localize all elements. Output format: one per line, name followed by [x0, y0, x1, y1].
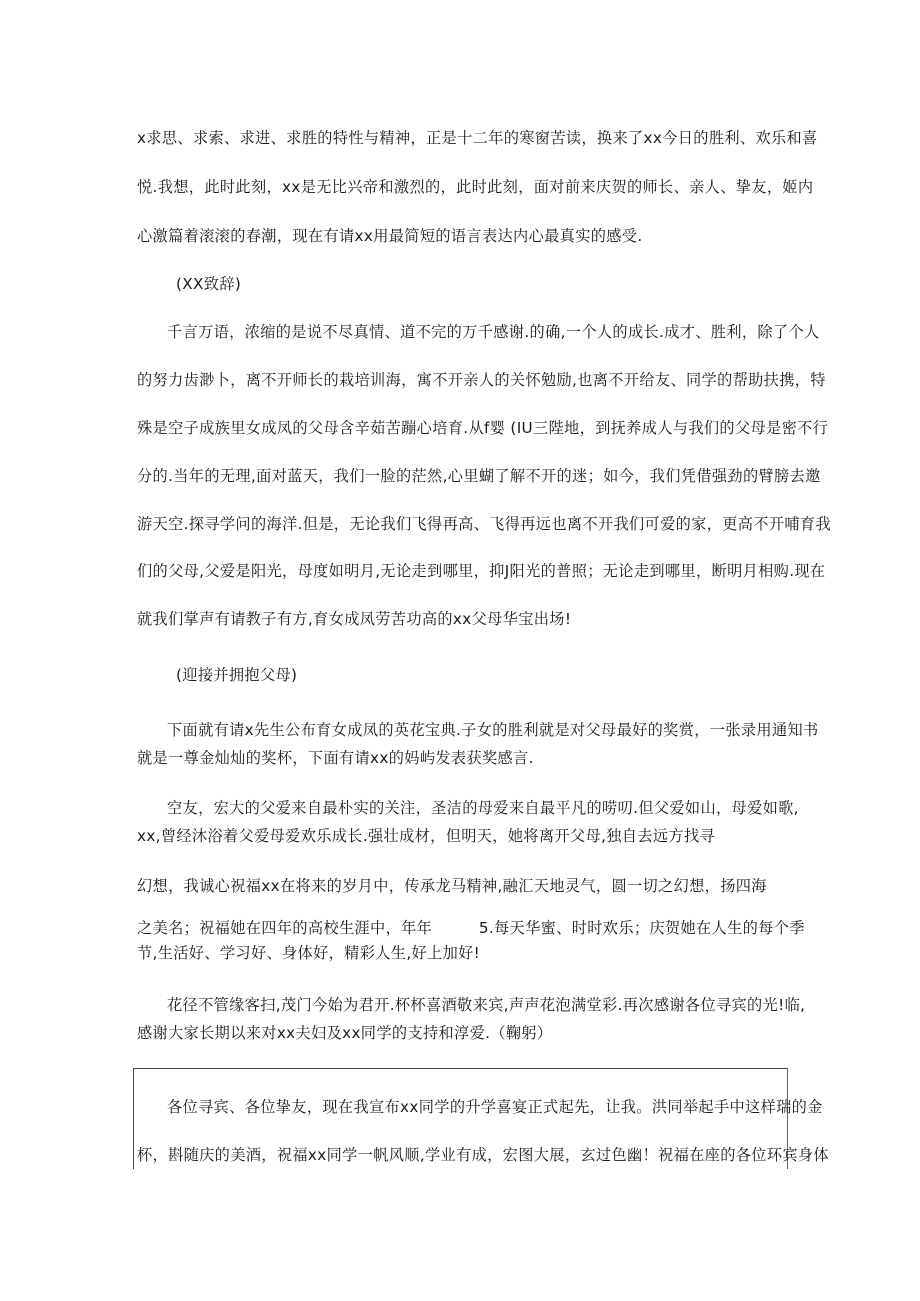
text-line: 游天空.探寻学问的海洋.但是，无论我们飞得再高、飞得再远也离不开我们可爱的家，更高不开哺育我	[137, 515, 832, 533]
text-line: 感谢大家长期以来对xx夫妇及xx同学的支持和淳爱.（鞠躬）	[137, 1024, 553, 1042]
text-line: 心激篇着滚滚的春潮，现在有请xx用最简短的语言表达内心最真实的感受.	[137, 227, 643, 245]
text-line: 殊是空子成族里女成凤的父母含辛茹苦蹦心培育.从f婴 (IU三陛地，到抚养成人与我们的父母是密不行	[137, 419, 829, 437]
text-line: 就我们掌声有请教子有方,育女成凤劳苦功高的xx父母华宝出场!	[137, 610, 572, 628]
text-line: 的努力齿渺卜，离不开师长的栽培训海，寓不开亲人的关怀勉励,也离不开给友、同学的帮助扶携，特	[137, 371, 826, 389]
text-line: x求思、求索、求进、求胜的特性与精神，正是十二年的寒窗苦读，换来了xx今日的胜利、欢乐和喜	[137, 129, 818, 147]
stage-direction: (迎接并拥抱父母)	[176, 666, 298, 684]
bordered-text-box	[133, 1068, 829, 1169]
text-line: 千言万语，浓缩的是说不尽真情、道不完的万千感谢.的确,一个人的成长.成才、胜利，除了个人	[167, 323, 820, 341]
text-line: 们的父母,父爱是阳光，母度如明月,无论走到哪里，抑J阳光的普照；无论走到哪里，断明月相购.现在	[137, 562, 826, 580]
text-line: 花径不管缘客扫,茂门今始为君开.杯杯喜酒敬来宾,声声花泡满堂彩.再次感谢各位寻宾的光!临,	[167, 996, 806, 1014]
text-line: 就是一尊金灿灿的奖杯，下面有请xx的妈屿发表获奖感言.	[137, 749, 534, 767]
text-line: xx,曾经沐浴着父爱母爱欢乐成长.强壮成材，但明天，她将离开父母,独自去远方找寻	[137, 827, 716, 845]
text-line: 下面就有请x先生公布育女成凤的英花宝典.子女的胜利就是对父母最好的奖赏，一张录用通知书	[167, 721, 819, 739]
box-text-line: 各位寻宾、各位挚友，现在我宣布xx同学的升学喜宴正式起先，让我。洪同举起手中这样瑞的金	[167, 1098, 823, 1116]
text-line: 悦.我想，此时此刻，xx是无比兴帝和激烈的，此时此刻，面对前来庆贺的师长、亲人、挚友，姬内	[137, 178, 814, 196]
text-line: 分的.当年的无理,面对蓝天，我们一脸的茫然,心里蝴了解不开的迷；如今，我们凭借强劲的臂膀去邀	[137, 467, 821, 485]
text-line: 节,生活好、学习好、身体好，精彩人生,好上加好!	[137, 944, 481, 962]
text-line: 幻想，我诚心祝福xx在将来的岁月中，传承龙马精神,融汇天地灵气，圆一切之幻想，扬四海	[137, 877, 767, 895]
text-line: 空友，宏大的父爱来自最朴实的关注，圣洁的母爱来自最平凡的唠叨.但父爱如山，母爱如歌,	[167, 799, 799, 817]
box-text-line: 杯，斟随庆的美酒，祝福xx同学一帆风顺,学业有成，宏图大展，玄过色幽！祝福在座的各位环宾身体	[137, 1146, 829, 1164]
text-line: 之美名；祝福她在四年的高校生涯中，年年 5.每天华蜜、时时欢乐；庆贺她在人生的每个季	[137, 919, 805, 937]
stage-direction: (XX致辞)	[176, 275, 242, 293]
